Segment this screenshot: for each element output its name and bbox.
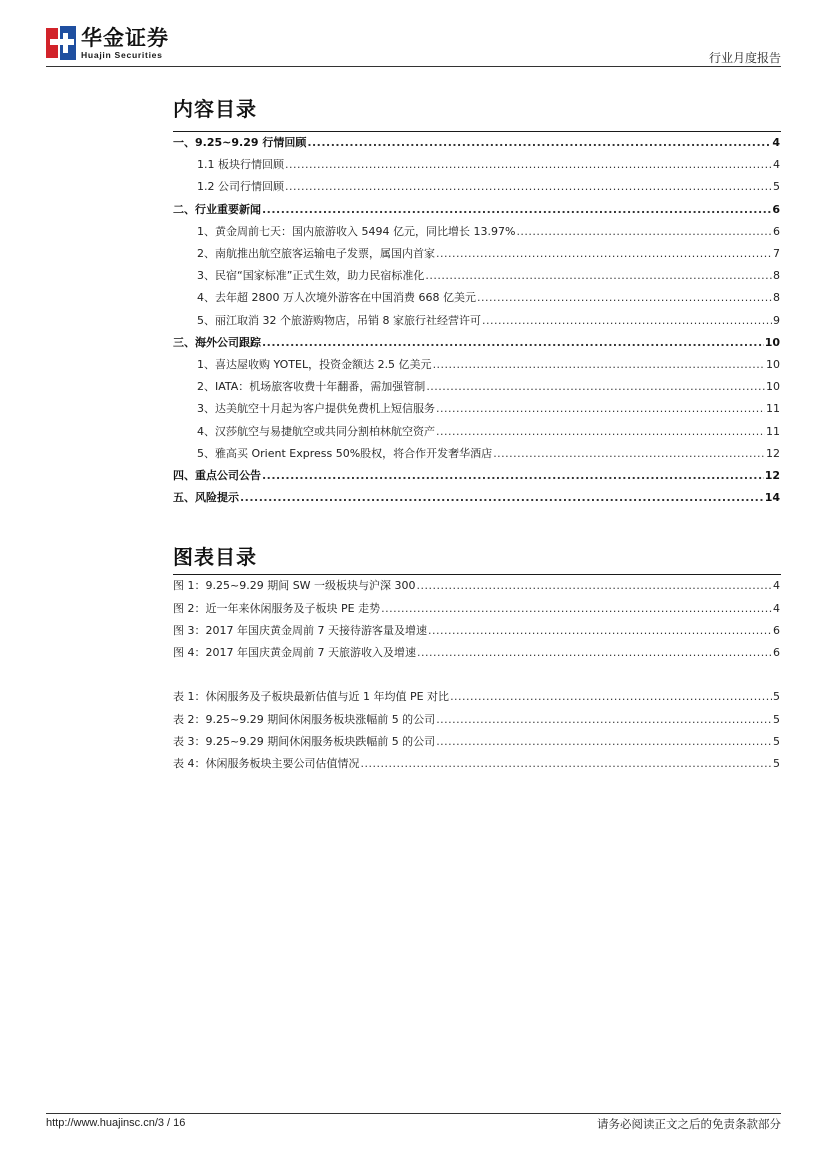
toc-entry-text: 三、海外公司跟踪 [173, 335, 261, 349]
table-entry[interactable] [173, 686, 780, 708]
toc-entry[interactable] [173, 443, 780, 465]
toc-entry-page-number: 14 [764, 491, 780, 505]
toc-entry-text: 2、IATA：机场旅客收费十年翻番，需加强管制 [197, 380, 426, 394]
chart-entry[interactable] [173, 642, 780, 664]
toc-entry[interactable] [173, 354, 780, 376]
dot-leader [381, 602, 772, 616]
table-entry-text: 表 1：休闲服务及子板块最新估值与近 1 年均值 PE 对比 [173, 690, 450, 704]
toc-entry-page-number: 10 [764, 335, 780, 349]
toc-entry-text: 一、9.25~9.29 行情回顾 [173, 136, 307, 150]
toc-entry-text: 1.2 公司行情回顾 [197, 180, 284, 194]
toc-entry-text: 4、汉莎航空与易捷航空或共同分割柏林航空资产 [197, 424, 435, 438]
chart-entry-page-number: 4 [773, 601, 780, 615]
header-divider [46, 66, 781, 67]
figures-title: 图表目录 [173, 545, 257, 569]
logo-chinese-name: 华金证券 [81, 26, 169, 50]
table-entry-text: 表 2：9.25~9.29 期间休闲服务板块涨幅前 5 的公司 [173, 712, 436, 726]
chart-entry-page-number: 6 [773, 646, 780, 660]
dot-leader [516, 225, 772, 239]
toc-entry-page-number: 8 [773, 269, 780, 283]
toc-entry-text: 3、达美航空十月起为客户提供免费机上短信服务 [197, 402, 435, 416]
toc-entry-text: 5、丽江取消 32 个旅游购物店，吊销 8 家旅行社经营许可 [197, 313, 481, 327]
dot-leader [262, 203, 771, 217]
toc-entry[interactable] [173, 487, 780, 509]
chart-entry-text: 图 4：2017 年国庆黄金周前 7 天旅游收入及增速 [173, 646, 416, 660]
dot-leader [285, 180, 772, 194]
table-entry-text: 表 4：休闲服务板块主要公司估值情况 [173, 757, 360, 771]
toc-entry[interactable] [173, 465, 780, 487]
toc-entry[interactable] [173, 176, 780, 198]
toc-entry-text: 2、南航推出航空旅客运输电子发票，属国内首家 [197, 247, 435, 261]
toc-entry[interactable] [173, 154, 780, 176]
dot-leader [436, 247, 772, 261]
chart-entry[interactable] [173, 575, 780, 597]
dot-leader [361, 757, 773, 771]
company-logo [46, 26, 169, 60]
toc-entry-text: 四、重点公司公告 [173, 468, 261, 482]
toc-entry-text: 4、去年超 2800 万人次境外游客在中国消费 668 亿美元 [197, 291, 476, 305]
toc-entry[interactable] [173, 376, 780, 398]
contents-list [173, 132, 780, 509]
toc-entry[interactable] [173, 243, 780, 265]
dot-leader [428, 624, 772, 638]
toc-entry-page-number: 8 [773, 291, 780, 305]
toc-entry-page-number: 4 [773, 158, 780, 172]
toc-entry[interactable] [173, 265, 780, 287]
dot-leader [285, 158, 772, 172]
dot-leader [417, 579, 772, 593]
toc-entry-text: 3、民宿“国家标准”正式生效，助力民宿标准化 [197, 269, 425, 283]
dot-leader [240, 491, 764, 505]
chart-list [173, 575, 780, 665]
contents-title: 内容目录 [173, 97, 257, 121]
chart-entry-text: 图 2：近一年来休闲服务及子板块 PE 走势 [173, 601, 381, 615]
dot-leader [307, 136, 771, 150]
table-entry-page-number: 5 [773, 690, 780, 704]
toc-entry-page-number: 4 [772, 136, 780, 150]
toc-entry-page-number: 6 [773, 224, 780, 238]
toc-entry[interactable] [173, 199, 780, 221]
table-entry-page-number: 5 [773, 757, 780, 771]
toc-entry[interactable] [173, 420, 780, 442]
dot-leader [477, 291, 772, 305]
dot-leader [426, 380, 765, 394]
chart-entry[interactable] [173, 620, 780, 642]
chart-entry-page-number: 6 [773, 623, 780, 637]
toc-entry-page-number: 5 [773, 180, 780, 194]
table-entry[interactable] [173, 708, 780, 730]
toc-entry-text: 1、喜达屋收购 YOTEL，投资金额达 2.5 亿美元 [197, 357, 432, 371]
toc-entry-page-number: 10 [766, 357, 780, 371]
toc-entry-page-number: 10 [766, 380, 780, 394]
page-header [0, 0, 827, 70]
toc-entry-page-number: 7 [773, 247, 780, 261]
chart-entry-page-number: 4 [773, 579, 780, 593]
toc-entry-page-number: 12 [764, 468, 780, 482]
toc-entry-text: 1.1 板块行情回顾 [197, 158, 284, 172]
dot-leader [425, 269, 772, 283]
toc-entry-text: 二、行业重要新闻 [173, 202, 261, 216]
toc-entry-page-number: 11 [766, 424, 780, 438]
dot-leader [493, 447, 765, 461]
dot-leader [482, 314, 772, 328]
chart-entry[interactable] [173, 597, 780, 619]
report-type-label: 行业月度报告 [708, 51, 781, 65]
toc-entry[interactable] [173, 398, 780, 420]
dot-leader [417, 646, 772, 660]
table-entry-page-number: 5 [773, 712, 780, 726]
table-list [173, 686, 780, 776]
huajin-logo-icon [46, 26, 76, 60]
dot-leader [436, 425, 765, 439]
table-entry[interactable] [173, 753, 780, 775]
footer-divider [46, 1113, 781, 1114]
footer-disclaimer: 请务必阅读正文之后的免责条款部分 [597, 1117, 781, 1131]
toc-entry[interactable] [173, 310, 780, 332]
toc-entry[interactable] [173, 287, 780, 309]
table-entry-text: 表 3：9.25~9.29 期间休闲服务板块跌幅前 5 的公司 [173, 734, 436, 748]
toc-entry-text: 5、雅高买 Orient Express 50%股权，将合作开发奢华酒店 [197, 446, 493, 460]
toc-entry-page-number: 11 [766, 402, 780, 416]
toc-entry-text: 五、风险提示 [173, 491, 239, 505]
chart-entry-text: 图 1：9.25~9.29 期间 SW 一级板块与沪深 300 [173, 579, 416, 593]
dot-leader [436, 402, 765, 416]
toc-entry[interactable] [173, 221, 780, 243]
dot-leader [436, 713, 772, 727]
dot-leader [450, 690, 772, 704]
dot-leader [262, 469, 764, 483]
table-entry-page-number: 5 [773, 734, 780, 748]
table-entry[interactable] [173, 731, 780, 753]
chart-entry-text: 图 3：2017 年国庆黄金周前 7 天接待游客量及增速 [173, 623, 427, 637]
toc-entry-page-number: 9 [773, 313, 780, 327]
toc-entry-page-number: 12 [766, 446, 780, 460]
toc-entry[interactable] [173, 132, 780, 154]
dot-leader [433, 358, 765, 372]
dot-leader [436, 735, 772, 749]
footer-url-page: http://www.huajinsc.cn/3 / 16 [46, 1117, 186, 1129]
toc-entry-page-number: 6 [772, 202, 780, 216]
toc-entry-text: 1、黄金周前七天：国内旅游收入 5494 亿元，同比增长 13.97% [197, 224, 516, 238]
logo-english-name: Huajin Securities [81, 50, 163, 60]
toc-entry[interactable] [173, 332, 780, 354]
dot-leader [262, 336, 764, 350]
